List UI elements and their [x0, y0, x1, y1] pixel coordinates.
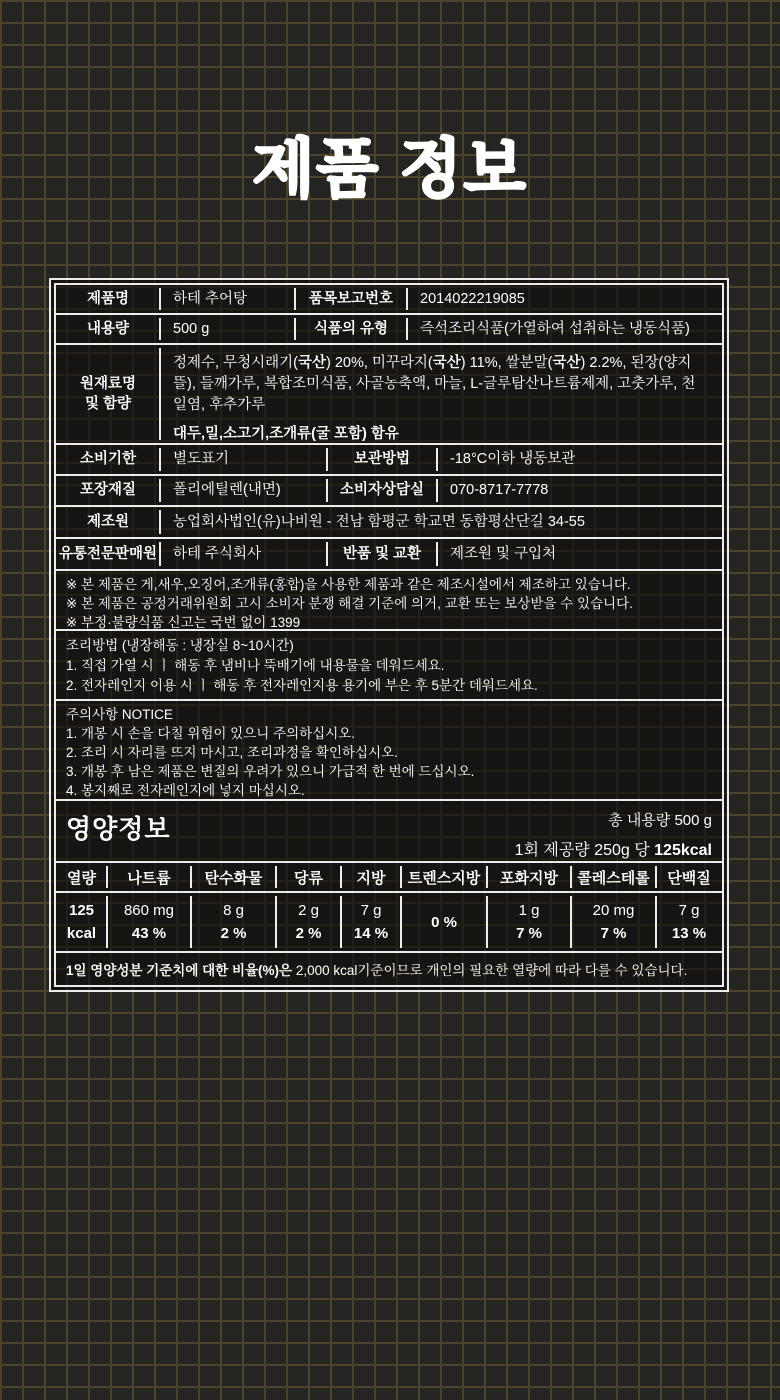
- storage-value: -18°C이하 냉동보관: [437, 445, 722, 474]
- cooking-title: 조리방법 (냉장해동 : 냉장실 8~10시간): [66, 638, 294, 653]
- nutrition-amount: 7 g: [360, 902, 382, 920]
- ingredients-label: [56, 345, 160, 443]
- nutrition-amount: 20 mg: [592, 902, 635, 920]
- nutrition-cell-fat: [341, 893, 401, 953]
- nutrition-footnote-bold: 1일 영양성분 기준치에 대한 비율(%)은: [66, 963, 293, 978]
- nutrition-percent: kcal: [66, 924, 97, 942]
- nutrition-serving: [515, 837, 712, 860]
- product-name-label: 제품명: [86, 290, 130, 307]
- nutrition-amount: 2 g: [298, 902, 319, 920]
- nutrition-total-weight: 총 내용량 500 g: [608, 812, 712, 829]
- ingredients-body: [160, 345, 722, 443]
- nutrition-cell-sugars: [276, 893, 341, 953]
- cooking-step: 2. 전자레인지 이용 시 ㅣ 해동 후 전자레인지용 용기에 부은 후 5분간 데워드세요.: [66, 678, 538, 693]
- nutrition-cell-calories: [56, 893, 107, 953]
- packaging-value: 폴리에틸렌(내면): [160, 476, 327, 505]
- caution-item: 2. 조리 시 자리를 뜨지 마시고, 조리과정을 확인하십시오.: [66, 745, 398, 760]
- nutrition-amount: 1 g: [518, 902, 540, 920]
- manufacturer-value: 농업회사법인(유)나비원 - 전남 함평군 학교면 동함평산단길 34-55: [160, 507, 722, 537]
- net-weight-label: 내용량: [86, 320, 130, 337]
- allergen-text: 대두,밀,소고기,조개류(굴 포함) 함유: [173, 426, 399, 442]
- caution-item: 1. 개봉 시 손을 다칠 위험이 있으니 주의하십시오.: [66, 726, 356, 741]
- nutrition-footnote: [56, 953, 722, 985]
- cooking-step: 1. 직접 가열 시 ㅣ 해동 후 냄비나 뚝배기에 내용물을 데워드세요.: [66, 658, 445, 673]
- nutrition-percent: 2 %: [220, 924, 247, 942]
- nutrition-percent: 14 %: [353, 924, 389, 942]
- row-packaging: [56, 476, 722, 507]
- row-expiry: [56, 445, 722, 476]
- page-title: 제품 정보: [252, 133, 528, 205]
- nutrition-totals: [515, 809, 712, 860]
- row-distributor: [56, 539, 722, 571]
- distributor-label: 유통전문판매원: [58, 545, 158, 562]
- nutrition-col-header: 트렌스지방: [401, 863, 487, 893]
- nutrition-cell-satfat: [487, 893, 571, 953]
- row-product-name: [56, 285, 722, 315]
- nutrition-col-header: 포화지방: [487, 863, 571, 893]
- nutrition-col-header: 단백질: [656, 863, 722, 893]
- nutrition-cell-protein: [656, 893, 722, 953]
- ingredients-label-line1: 원재료명: [79, 376, 137, 392]
- customer-service-label: 소비자상담실: [327, 476, 437, 505]
- nutrition-col-header: 탄수화물: [191, 863, 276, 893]
- product-info-panel: [49, 278, 729, 992]
- nutrition-percent: 0 %: [431, 913, 457, 931]
- notice-line: ※ 부정·불량식품 신고는 국번 없이 1399: [66, 615, 301, 630]
- returns-value: 제조원 및 구입처: [437, 539, 722, 569]
- nutrition-col-header: 지방: [341, 863, 401, 893]
- nutrition-percent: 7 %: [516, 924, 542, 942]
- nutrition-serving-prefix: 1회 제공량 250g 당: [514, 842, 655, 859]
- report-number-value: 2014022219085: [407, 285, 722, 313]
- nutrition-percent: 2 %: [295, 924, 322, 942]
- caution-section: [56, 701, 722, 801]
- nutrition-header-band: [56, 801, 722, 863]
- nutrition-percent: 13 %: [671, 924, 707, 942]
- nutrition-footnote-rest: 2,000 kcal기준이므로 개인의 필요한 열량에 따라 다를 수 있습니다.: [292, 963, 688, 978]
- nutrition-cell-sodium: [107, 893, 191, 953]
- packaging-label: 포장재질: [79, 482, 137, 498]
- caution-item: 4. 봉지째로 전자레인지에 넣지 마십시오.: [66, 783, 305, 798]
- nutrition-col-header: 열량: [56, 863, 107, 893]
- returns-label: 반품 및 교환: [327, 539, 437, 569]
- customer-service-value: 070-8717-7778: [437, 476, 722, 505]
- row-ingredients: [56, 345, 722, 445]
- nutrition-table: [56, 863, 722, 953]
- nutrition-col-header: 나트륨: [107, 863, 191, 893]
- net-weight-value: 500 g: [160, 315, 295, 343]
- distributor-value: 하테 주식회사: [160, 539, 327, 569]
- nutrition-amount: 7 g: [678, 902, 700, 920]
- caution-title: 주의사항 NOTICE: [66, 707, 173, 722]
- food-type-label: 식품의 유형: [295, 315, 407, 343]
- storage-label: 보관방법: [327, 445, 437, 474]
- cooking-section: [56, 631, 722, 701]
- report-number-label: 품목보고번호: [295, 285, 407, 313]
- nutrition-serving-kcal: 125kcal: [654, 842, 712, 859]
- nutrition-percent: 7 %: [600, 924, 627, 942]
- product-name-value: 하테 추어탕: [160, 285, 295, 313]
- nutrition-percent: 43 %: [131, 924, 167, 942]
- manufacturer-label: 제조원: [86, 513, 130, 530]
- nutrition-amount: 125: [68, 902, 95, 920]
- food-type-value: 즉석조리식품(가열하여 섭취하는 냉동식품): [407, 315, 722, 343]
- nutrition-col-header: 콜레스테롤: [571, 863, 656, 893]
- nutrition-amount: 8 g: [223, 902, 244, 920]
- caution-item: 3. 개봉 후 남은 제품은 변질의 우려가 있으니 가급적 한 번에 드십시오.: [66, 764, 475, 779]
- notice-line: ※ 본 제품은 공정거래위원회 고시 소비자 분쟁 해결 기준에 의거, 교환 또는 보상받을 수 있습니다.: [66, 596, 633, 611]
- notices-section: [56, 571, 722, 631]
- nutrition-cell-transfat: [401, 893, 487, 953]
- nutrition-cell-cholesterol: [571, 893, 656, 953]
- ingredients-label-line2: 및 함량: [84, 396, 132, 412]
- expiry-value: 별도표기: [160, 445, 327, 474]
- row-manufacturer: [56, 507, 722, 539]
- expiry-label: 소비기한: [79, 451, 137, 467]
- product-info-panel-inner: [54, 283, 724, 987]
- nutrition-cell-carbs: [191, 893, 276, 953]
- ingredients-text: 정제수, 무청시래기(국산) 20%, 미꾸라지(국산) 11%, 쌀분말(국산) 2.2%, 된장(양지뜰), 들깨가루, 복합조미식품, 사골농축액, 마늘, L-글루탐산나트륨제제, 고춧가루, 천일염, 후추가루: [173, 355, 696, 413]
- notice-line: ※ 본 제품은 게,새우,오징어,조개류(홍합)을 사용한 제품과 같은 제조시설에서 제조하고 있습니다.: [66, 577, 631, 592]
- nutrition-amount: 860 mg: [123, 902, 175, 920]
- row-net-weight: [56, 315, 722, 345]
- nutrition-title: 영양정보: [66, 814, 171, 844]
- nutrition-col-header: 당류: [276, 863, 341, 893]
